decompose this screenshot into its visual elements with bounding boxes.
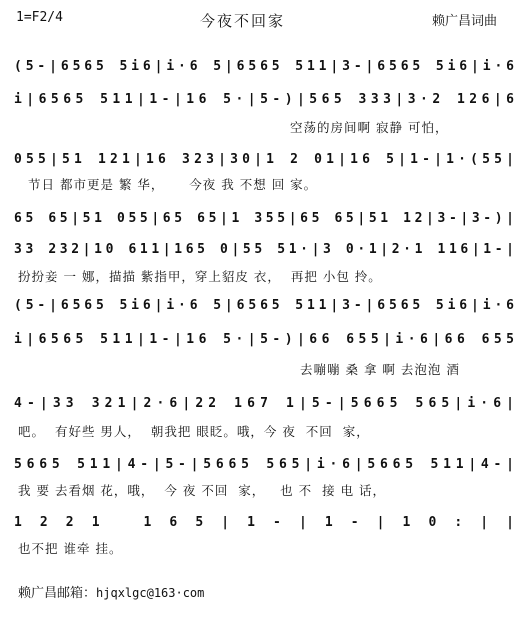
notation-row bbox=[14, 293, 519, 315]
lyric-line: 也不把 谁牵 挂。 bbox=[18, 541, 123, 556]
notation-text: i|6565 511|1-|16 5·|5-)|66 655|i·6|66 655 bbox=[14, 332, 514, 347]
notation-text: 33 232|10 611|165 0|55 51·|3 0·1|2·1 116|1-| bbox=[14, 242, 514, 257]
lyric-line: 扮扮妾 一 娜，描描 紫指甲，穿上貂皮 衣， 再把 小包 拎。 bbox=[18, 269, 382, 284]
notation-svg bbox=[14, 391, 519, 413]
notation-row bbox=[14, 147, 519, 169]
notation-row bbox=[14, 206, 519, 228]
notation-row bbox=[14, 327, 519, 349]
lyric-line: 去嘣嘣 桑 拿 啊 去泡泡 酒 bbox=[300, 362, 460, 377]
notation-svg bbox=[14, 206, 519, 228]
footer-contact bbox=[18, 582, 204, 601]
notation-svg bbox=[14, 327, 519, 349]
footer-email: hjqxlgc@163·com bbox=[96, 586, 205, 600]
notation-svg bbox=[14, 237, 519, 259]
footer-label: 赖广昌邮箱： bbox=[18, 586, 97, 601]
lyric-line: 我 要 去看烟 花，哦， 今 夜 不回 家， 也 不 接 电 话， bbox=[18, 483, 387, 498]
notation-row bbox=[14, 54, 519, 76]
notation-row bbox=[14, 391, 519, 413]
notation-svg bbox=[14, 452, 519, 474]
notation-row bbox=[14, 452, 519, 474]
notation-row bbox=[14, 87, 519, 109]
notation-row bbox=[14, 510, 519, 532]
notation-text: 4-|33 321|2·6|22 167 1|5-|5665 565|i·6| bbox=[14, 396, 514, 411]
notation-text: 055|51 121|16 323|30|1 2 01|16 5|1-|1·(55| bbox=[14, 152, 514, 167]
lyric-line: 空荡的房间啊 寂静 可怕， bbox=[290, 120, 449, 135]
notation-text: 65 65|51 055|65 65|1 355|65 65|51 12|3-|3-)| bbox=[14, 211, 514, 226]
notation-text: (5-|6565 5i6|i·6 5|6565 511|3-|6565 5i6|i·6 bbox=[14, 59, 514, 74]
notation-svg bbox=[14, 54, 519, 76]
lyric-line: 吧。 有好些 男人， 朝我把 眼眨。哦，今 夜 不回 家， bbox=[18, 424, 370, 439]
notation-svg bbox=[14, 293, 519, 315]
song-title: 今夜不回家 bbox=[200, 12, 286, 30]
notation-svg bbox=[14, 147, 519, 169]
song-author: 赖广昌词曲 bbox=[432, 14, 498, 29]
notation-text: (5-|6565 5i6|i·6 5|6565 511|3-|6565 5i6|i·6 bbox=[14, 298, 514, 313]
notation-svg bbox=[14, 510, 519, 532]
header-key: 1=F2/4 bbox=[16, 10, 63, 25]
notation-text: 5665 511|4-|5-|5665 565|i·6|5665 511|4-| bbox=[14, 457, 514, 472]
notation-text: 1221 165|1-|1-|10:|| bbox=[14, 515, 514, 530]
lyric-line: 节日 都市更是 繁 华， 今夜 我 不想 回 家。 bbox=[28, 177, 318, 192]
notation-text: i|6565 511|1-|16 5·|5-)|565 333|3·2 126|6 bbox=[14, 92, 514, 107]
notation-row bbox=[14, 237, 519, 259]
notation-svg bbox=[14, 87, 519, 109]
